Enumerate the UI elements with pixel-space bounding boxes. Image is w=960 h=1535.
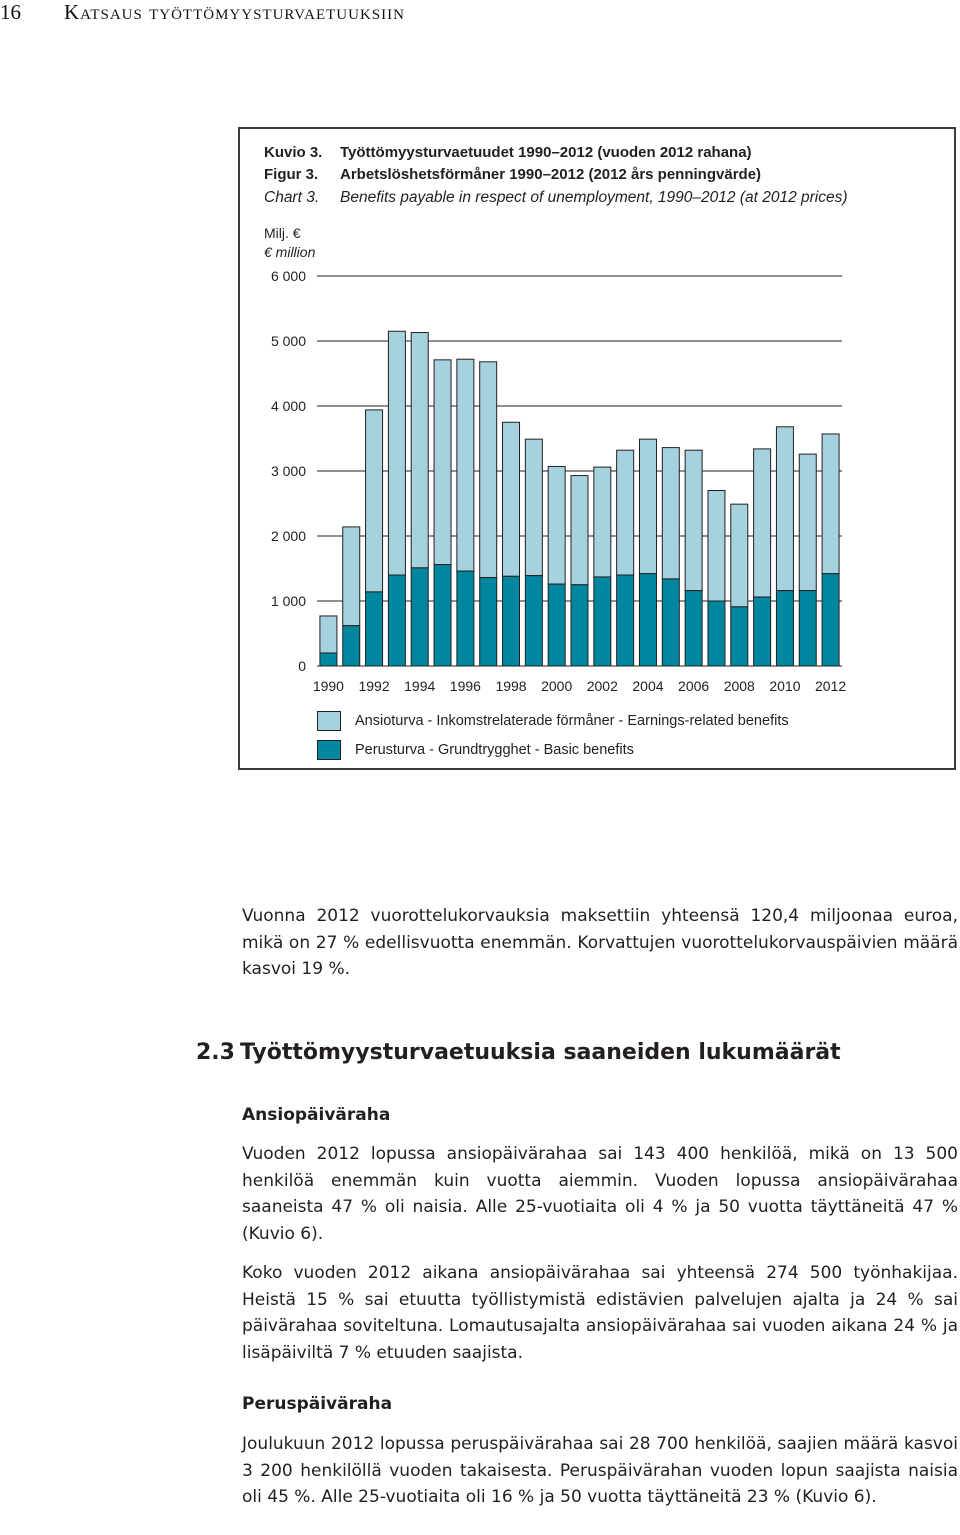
caption-en-number: Chart 3. <box>264 189 320 206</box>
bar-earnings-related-2001 <box>571 476 588 585</box>
paragraph-vuorottelu: Vuonna 2012 vuorottelukorvauksia maksettiin yhteensä 120,4 miljoonaa euroa, mikä on 27 % edellisvuotta enemmän. Korvattujen vuorottelukorvauspäivien määrä kasvoi 19 %. <box>242 906 958 980</box>
bar-basic-1991 <box>343 626 360 666</box>
caption-en-text: Benefits payable in respect of unemployment, 1990–2012 (at 2012 prices) <box>340 189 848 206</box>
x-tick-label: 2008 <box>723 678 755 694</box>
bar-earnings-related-2009 <box>754 449 771 597</box>
bar-basic-2010 <box>776 591 793 666</box>
bar-earnings-related-1990 <box>320 616 337 653</box>
caption-fi-number: Kuvio 3. <box>264 144 323 161</box>
caption-sv-text: Arbetslöshetsförmåner 1990–2012 (2012 års penningvärde) <box>340 166 762 183</box>
bar-basic-1990 <box>320 653 337 666</box>
bar-basic-2009 <box>754 597 771 666</box>
bar-earnings-related-1997 <box>480 362 497 578</box>
y-tick-label: 0 <box>298 658 306 674</box>
bar-basic-1997 <box>480 578 497 666</box>
caption-fi-text: Työttömyysturvaetuudet 1990–2012 (vuoden 2012 rahana) <box>340 144 752 161</box>
bar-basic-2003 <box>617 575 634 666</box>
caption-sv-number: Figur 3. <box>264 166 319 183</box>
y-tick-label: 5 000 <box>270 333 306 349</box>
bar-earnings-related-1995 <box>434 360 451 565</box>
y-tick-label: 1 000 <box>270 593 306 609</box>
bar-earnings-related-2008 <box>731 504 748 607</box>
x-tick-label: 1996 <box>449 678 481 694</box>
page-number: 16 <box>0 0 21 24</box>
bar-basic-2007 <box>708 601 725 666</box>
x-tick-label: 2010 <box>769 678 801 694</box>
bar-chart <box>0 0 960 720</box>
bar-basic-2001 <box>571 585 588 666</box>
legend-label-earnings: Ansioturva - Inkomstrelaterade förmåner - Earnings-related benefits <box>355 713 789 729</box>
x-tick-label: 2000 <box>541 678 573 694</box>
bar-earnings-related-2004 <box>639 439 656 574</box>
legend-swatch-earnings <box>317 711 341 731</box>
y-axis-unit-fi: Milj. € <box>264 225 301 241</box>
bar-basic-1998 <box>503 576 520 666</box>
y-axis-unit-en: € million <box>264 244 316 260</box>
legend-label-basic: Perusturva - Grundtrygghet - Basic benefits <box>355 742 634 758</box>
legend-swatch-basic <box>317 740 341 760</box>
bar-earnings-related-2006 <box>685 450 702 590</box>
x-tick-label: 2002 <box>586 678 618 694</box>
bar-earnings-related-2012 <box>822 434 839 574</box>
x-tick-label: 2006 <box>678 678 710 694</box>
x-tick-label: 2004 <box>632 678 664 694</box>
bar-earnings-related-2005 <box>662 448 679 579</box>
bar-basic-2006 <box>685 591 702 666</box>
bar-earnings-related-1996 <box>457 359 474 571</box>
bar-earnings-related-1999 <box>525 439 542 576</box>
y-tick-label: 3 000 <box>270 463 306 479</box>
bar-basic-2012 <box>822 574 839 666</box>
bar-earnings-related-2010 <box>776 427 793 591</box>
section-number: 2.3 <box>196 1040 235 1065</box>
legend-item-earnings <box>317 710 789 732</box>
bar-basic-2000 <box>548 584 565 666</box>
subheading-peruspaivaraha: Peruspäiväraha <box>242 1394 393 1414</box>
subheading-ansiopaivaraha: Ansiopäiväraha <box>242 1105 391 1125</box>
bar-basic-1994 <box>411 568 428 666</box>
bar-earnings-related-2007 <box>708 491 725 602</box>
running-title: Katsaus työttömyysturvaetuuksiin <box>64 0 405 24</box>
y-tick-label: 6 000 <box>270 268 306 284</box>
bar-earnings-related-1993 <box>388 331 405 575</box>
bar-earnings-related-2003 <box>617 450 634 575</box>
bar-basic-1999 <box>525 576 542 666</box>
bar-earnings-related-1994 <box>411 333 428 568</box>
legend-item-basic <box>317 739 634 761</box>
x-tick-label: 1994 <box>404 678 436 694</box>
bar-basic-2002 <box>594 577 611 666</box>
x-tick-label: 2012 <box>815 678 847 694</box>
bar-earnings-related-2002 <box>594 467 611 577</box>
bar-basic-1992 <box>366 592 383 666</box>
paragraph-ansio-1: Vuoden 2012 lopussa ansiopäivärahaa sai 143 400 henkilöä, mikä on 13 500 henkilöä enemmän kuin vuotta aiemmin. Vuoden lopussa ansiopäivärahaa saaneista 47 % oli naisia. Alle 25-vuotiaita oli 4 % ja 50 vuotta täyttäneitä 47 % (Kuvio 6). <box>242 1144 958 1245</box>
bar-earnings-related-1998 <box>503 422 520 576</box>
bar-basic-2004 <box>639 574 656 666</box>
y-tick-label: 2 000 <box>270 528 306 544</box>
bar-basic-1993 <box>388 575 405 666</box>
paragraph-perus: Joulukuun 2012 lopussa peruspäivärahaa sai 28 700 henkilöä, saajien määrä kasvoi 3 200 henkilöllä vuoden takaisesta. Peruspäivärahan vuoden lopun saajista naisia oli 45 %. Alle 25-vuotiaita oli 16 % ja 50 vuotta täyttäneitä 23 % (Kuvio 6). <box>242 1434 958 1508</box>
section-heading <box>196 1040 841 1065</box>
x-tick-label: 1990 <box>312 678 344 694</box>
bar-basic-1995 <box>434 565 451 666</box>
y-tick-label: 4 000 <box>270 398 306 414</box>
paragraph-ansio-2: Koko vuoden 2012 aikana ansiopäivärahaa sai yhteensä 274 500 työnhakijaa. Heistä 15 % sai etuutta työllistymistä edistävien palvelujen ajalta ja 24 % sai päivärahaa soviteltuna. Lomautusajalta ansiopäivärahaa sai vuoden aikana 24 % ja lisäpäiviltä 7 % etuuden saajista. <box>242 1263 958 1364</box>
bar-earnings-related-2011 <box>799 454 816 590</box>
bar-basic-1996 <box>457 571 474 666</box>
bar-earnings-related-1991 <box>343 527 360 626</box>
section-title: Työttömyysturvaetuuksia saaneiden lukumäärät <box>240 1040 841 1065</box>
bar-basic-2008 <box>731 607 748 666</box>
bar-basic-2011 <box>799 591 816 666</box>
bar-earnings-related-2000 <box>548 466 565 584</box>
x-tick-label: 1998 <box>495 678 527 694</box>
x-tick-label: 1992 <box>358 678 390 694</box>
bar-earnings-related-1992 <box>366 410 383 592</box>
bar-basic-2005 <box>662 579 679 666</box>
